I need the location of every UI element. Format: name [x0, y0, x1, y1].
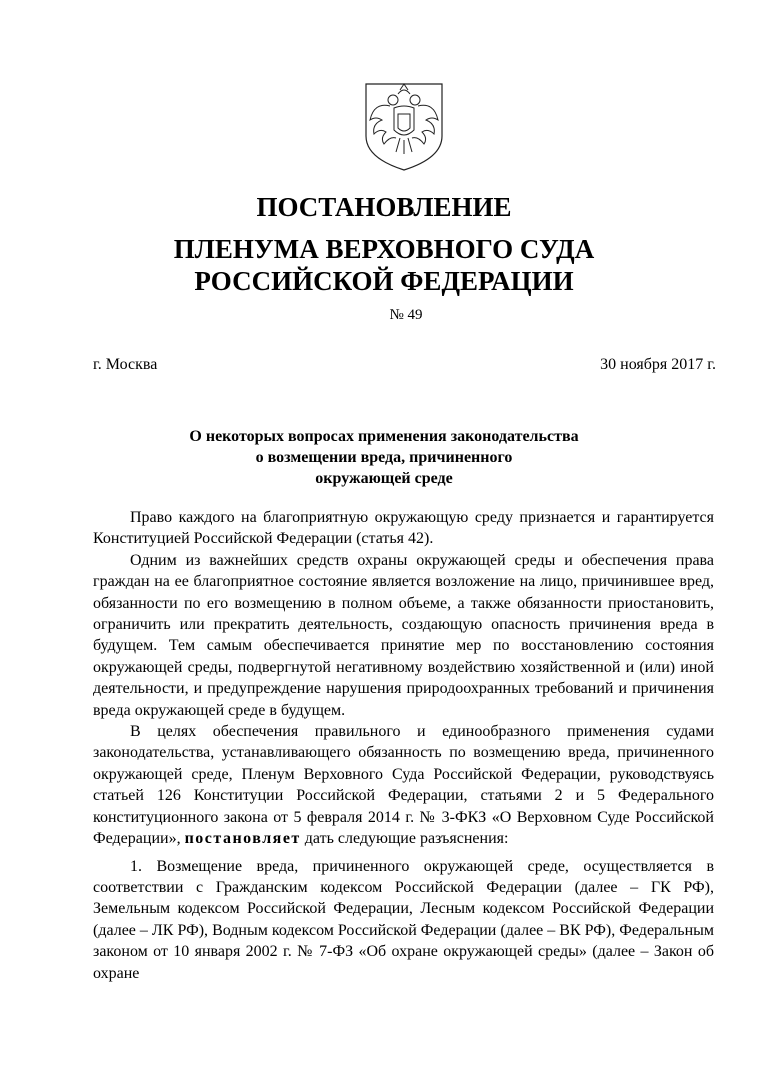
paragraph-1: Право каждого на благоприятную окружающую среду признается и гарантируется Конституцией Российской Федерации (статья 42). [93, 509, 714, 548]
document-date: 30 ноября 2017 г. [600, 356, 716, 373]
paragraph-4: 1. Возмещение вреда, причиненного окружающей среде, осуществляется в соответствии с Гражданским кодексом Российской Федерации (далее – ГК РФ), Земельным кодексом Российской Федерации, Лесным кодексом Российской Федерации (далее – ЛК РФ), Водным кодексом Российской Федерации (далее – ВК РФ), Федеральным законом от 10 января 2002 г. № 7-ФЗ «Об охране окружающей среды» (далее – Закон об охране [93, 857, 714, 982]
document-subject [0, 426, 768, 489]
paragraph-3-end: дать следующие разъяснения: [304, 830, 509, 848]
paragraph-2: Одним из важнейших средств охраны окружающей среды и обеспечения права граждан на ее благоприятное состояние является возложение на лицо, причинившее вред, обязанности по его возмещению в полном объеме, а также обязанности приостановить, ограничить или прекратить деятельность, создающую опасность причинения вреда в будущем. Тем самым обеспечивается принятие мер по восстановлению состояния окружающей среды, подвергнутой негативному воздействию хозяйственной и (или) иной деятельности, и предупреждение нарушения природоохранных требований и причинения вреда окружающей среде в будущем. [93, 551, 714, 719]
document-type-title: ПОСТАНОВЛЕНИЕ [256, 192, 512, 222]
document-number: № 49 [389, 307, 423, 323]
subject-line-3: окружающей среде [315, 470, 453, 487]
subject-line-1: О некоторых вопросах применения законодательства [189, 428, 579, 445]
resolution-keyword: постановляет [184, 830, 301, 848]
paragraph-3-main: В целях обеспечения правильного и единообразного применения судами законодательства, устанавливающего обязанность по возмещению вреда, причиненного окружающей среде, Пленум Верховного Суда Российской Федерации, руководствуясь статьей 126 Конституции Российской Федерации, статьями 2 и 5 Федерального конституционного закона от 5 февраля 2014 г. № 3-ФКЗ «О Верховном Суде Российской Федерации», [93, 723, 714, 848]
document-body [93, 507, 714, 984]
document-city: г. Москва [93, 356, 158, 373]
issuer-title-line1: ПЛЕНУМА ВЕРХОВНОГО СУДА [173, 234, 595, 264]
issuer-title-line2: РОССИЙСКОЙ ФЕДЕРАЦИИ [194, 266, 574, 296]
state-emblem-icon [360, 80, 448, 172]
paragraph-3 [93, 721, 714, 849]
subject-line-2: о возмещении вреда, причиненного [255, 449, 513, 466]
